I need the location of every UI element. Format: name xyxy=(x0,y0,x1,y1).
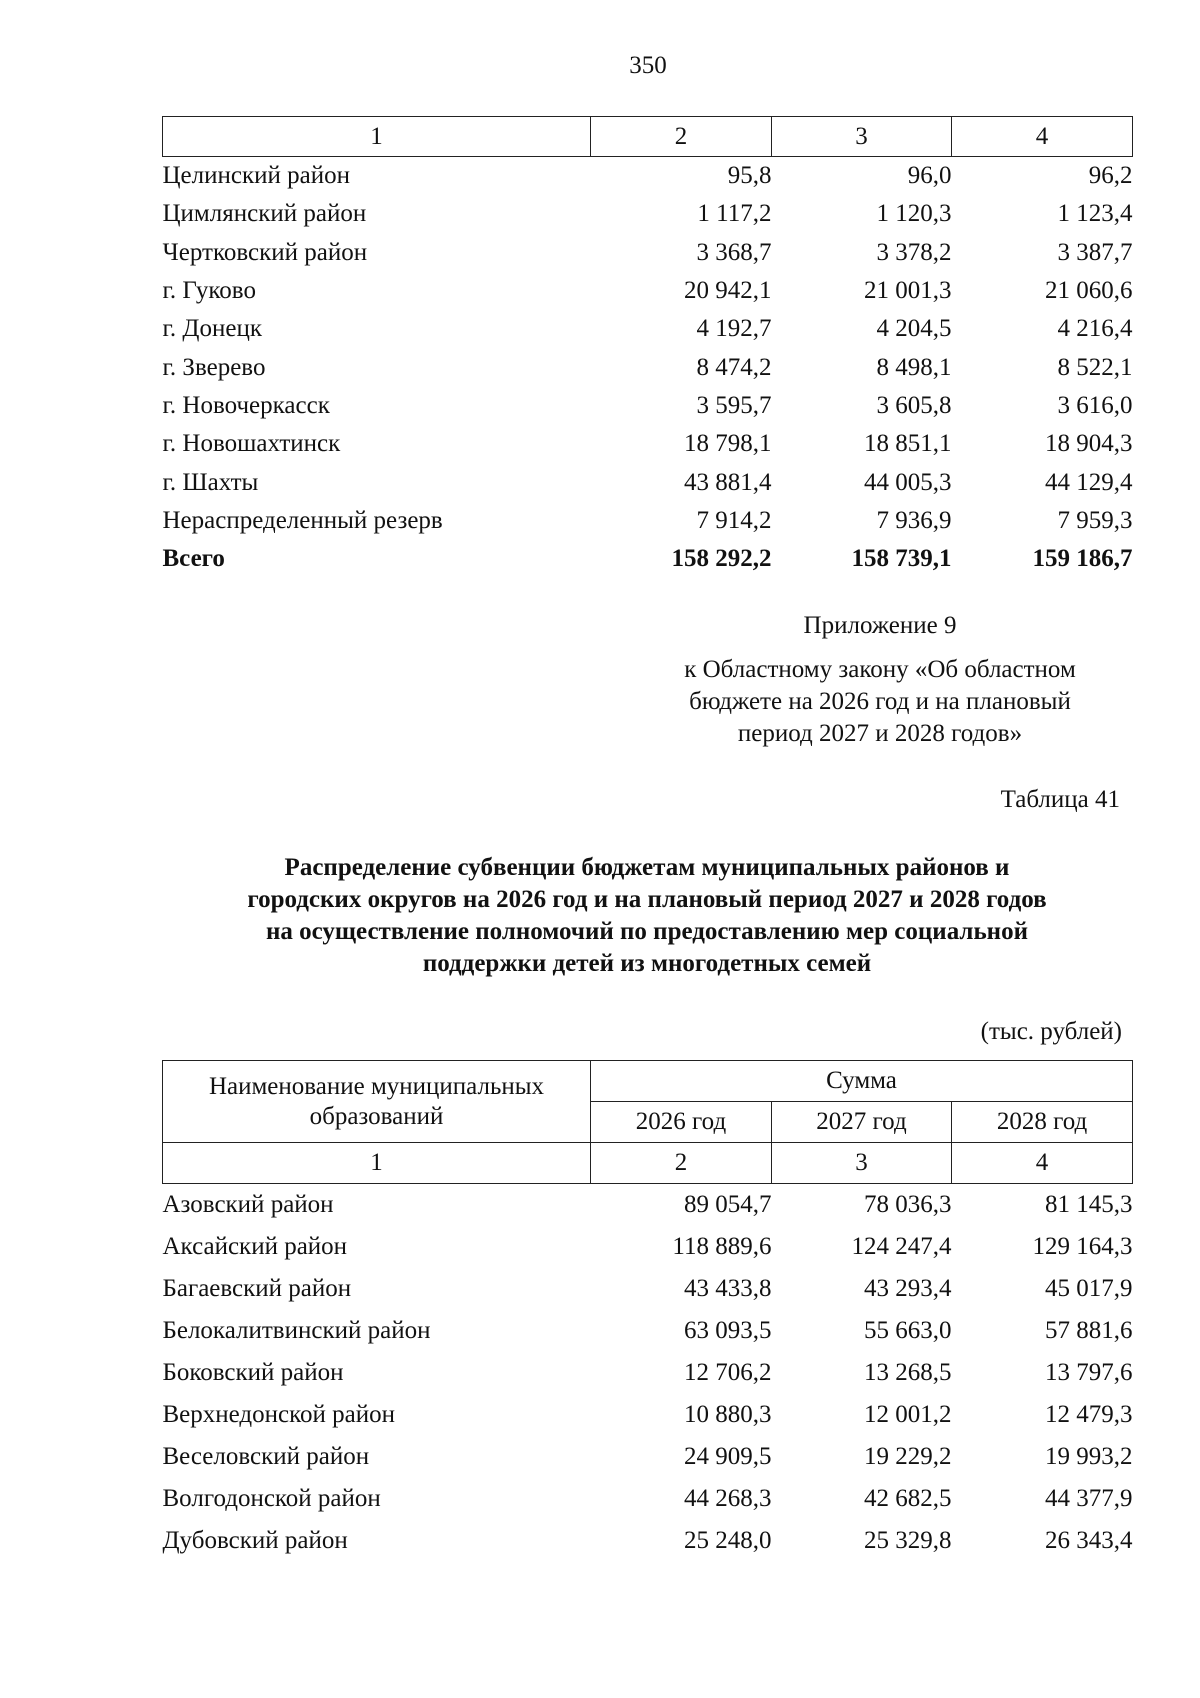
value-2027: 1 120,3 xyxy=(876,200,952,228)
table-header-row xyxy=(163,1061,1133,1102)
total-2026: 158 292,2 xyxy=(671,545,772,573)
value-2028: 129 164,3 xyxy=(1032,1233,1133,1260)
municipality-name: г. Донецк xyxy=(162,315,262,343)
value-2027: 21 001,3 xyxy=(864,277,952,305)
value-2026: 44 268,3 xyxy=(684,1485,772,1512)
value-2026: 63 093,5 xyxy=(684,1317,772,1344)
value-2028: 44 129,4 xyxy=(1045,468,1133,496)
municipality-name: г. Шахты xyxy=(162,468,259,496)
municipality-name: Боковский район xyxy=(162,1359,344,1386)
value-2026: 1 117,2 xyxy=(697,200,772,228)
table-row xyxy=(163,425,1133,463)
table-header-row xyxy=(163,117,1133,157)
table-row xyxy=(163,1394,1133,1436)
value-2027: 42 682,5 xyxy=(864,1485,952,1512)
value-2027: 4 204,5 xyxy=(876,315,952,343)
value-2028: 4 216,4 xyxy=(1057,315,1133,343)
table-row xyxy=(163,1184,1133,1227)
table-row xyxy=(163,1226,1133,1268)
value-2026: 25 248,0 xyxy=(684,1527,772,1554)
table-row xyxy=(163,1352,1133,1394)
value-2026: 43 881,4 xyxy=(684,468,772,496)
appendix-note xyxy=(620,610,1140,750)
municipality-name: г. Гуково xyxy=(162,277,256,305)
municipality-name: Веселовский район xyxy=(162,1443,370,1470)
appendix-line: к Областному закону «Об областном xyxy=(684,656,1076,683)
column-number: 2 xyxy=(591,1143,772,1184)
table-row xyxy=(163,195,1133,233)
appendix-line: бюджете на 2026 год и на плановый xyxy=(689,688,1071,715)
year-header: 2027 год xyxy=(772,1102,952,1143)
value-2028: 19 993,2 xyxy=(1045,1443,1133,1470)
value-2026: 3 368,7 xyxy=(696,238,772,266)
column-number: 1 xyxy=(163,117,591,157)
municipality-name: Азовский район xyxy=(162,1191,334,1218)
title-line: поддержки детей из многодетных семей xyxy=(422,950,872,977)
organization-column-header xyxy=(163,1061,591,1143)
value-2027: 13 268,5 xyxy=(864,1359,952,1386)
value-2028: 26 343,4 xyxy=(1045,1527,1133,1554)
value-2026: 118 889,6 xyxy=(672,1233,772,1260)
page-number: 350 xyxy=(629,52,667,79)
value-2026: 3 595,7 xyxy=(696,391,772,419)
municipality-name: Дубовский район xyxy=(162,1527,348,1554)
table-row xyxy=(163,1268,1133,1310)
municipality-name: Белокалитвинский район xyxy=(162,1317,431,1344)
value-2028: 96,2 xyxy=(1088,162,1133,190)
value-2027: 55 663,0 xyxy=(864,1317,952,1344)
table-number: Таблица 41 xyxy=(1000,786,1120,813)
table-row xyxy=(163,387,1133,425)
value-2027: 3 378,2 xyxy=(876,238,952,266)
value-2028: 7 959,3 xyxy=(1057,506,1133,534)
value-2028: 45 017,9 xyxy=(1045,1275,1133,1302)
municipality-name: Волгодонской район xyxy=(162,1485,381,1512)
column-number: 1 xyxy=(163,1143,591,1184)
continued-table xyxy=(162,116,1133,578)
table-row xyxy=(163,463,1133,501)
value-2028: 1 123,4 xyxy=(1057,200,1133,228)
column-number: 4 xyxy=(952,1143,1133,1184)
document-title xyxy=(162,852,1132,980)
value-2027: 19 229,2 xyxy=(864,1443,952,1470)
units-label: (тыс. рублей) xyxy=(980,1018,1122,1045)
value-2026: 20 942,1 xyxy=(684,277,772,305)
value-2027: 8 498,1 xyxy=(876,353,952,381)
column-number: 3 xyxy=(772,1143,952,1184)
value-2026: 95,8 xyxy=(727,162,772,190)
value-2026: 89 054,7 xyxy=(684,1191,772,1218)
value-2027: 78 036,3 xyxy=(864,1191,952,1218)
value-2027: 3 605,8 xyxy=(876,391,952,419)
table-row xyxy=(163,1310,1133,1352)
municipality-name: г. Новошахтинск xyxy=(162,430,341,458)
municipality-name: Цимлянский район xyxy=(162,200,367,228)
column-number: 3 xyxy=(772,117,952,157)
value-2026: 24 909,5 xyxy=(684,1443,772,1470)
year-header: 2028 год xyxy=(952,1102,1133,1143)
value-2027: 7 936,9 xyxy=(876,506,952,534)
value-2028: 13 797,6 xyxy=(1045,1359,1133,1386)
value-2026: 18 798,1 xyxy=(684,430,772,458)
value-2026: 43 433,8 xyxy=(684,1275,772,1302)
header-line: Наименование муниципальных xyxy=(208,1072,545,1100)
title-line: Распределение субвенции бюджетам муниципальных районов и xyxy=(284,854,1010,881)
table-row xyxy=(163,234,1133,272)
column-number: 2 xyxy=(591,117,772,157)
header-line: образований xyxy=(309,1102,444,1130)
value-2028: 57 881,6 xyxy=(1045,1317,1133,1344)
appendix-label: Приложение 9 xyxy=(803,612,957,639)
column-number-row xyxy=(163,1143,1133,1184)
continued-table-body xyxy=(163,157,1133,540)
municipality-name: Верхнедонской район xyxy=(162,1401,395,1428)
value-2028: 44 377,9 xyxy=(1045,1485,1133,1512)
value-2028: 3 387,7 xyxy=(1057,238,1133,266)
value-2027: 124 247,4 xyxy=(851,1233,952,1260)
value-2028: 8 522,1 xyxy=(1057,353,1133,381)
table-row xyxy=(163,1436,1133,1478)
value-2027: 44 005,3 xyxy=(864,468,952,496)
municipality-name: Целинский район xyxy=(162,162,350,190)
total-2028: 159 186,7 xyxy=(1032,545,1133,573)
value-2026: 7 914,2 xyxy=(696,506,772,534)
table-row xyxy=(163,310,1133,348)
value-2026: 8 474,2 xyxy=(696,353,772,381)
value-2027: 43 293,4 xyxy=(864,1275,952,1302)
distribution-table-body xyxy=(163,1184,1133,1563)
value-2028: 3 616,0 xyxy=(1057,391,1133,419)
year-header: 2026 год xyxy=(591,1102,772,1143)
value-2027: 96,0 xyxy=(907,162,952,190)
value-2028: 81 145,3 xyxy=(1045,1191,1133,1218)
value-2028: 12 479,3 xyxy=(1045,1401,1133,1428)
table-row xyxy=(163,272,1133,310)
table-row xyxy=(163,1478,1133,1520)
total-label: Всего xyxy=(162,545,225,573)
municipality-name: Чертковский район xyxy=(162,238,368,266)
total-2027: 158 739,1 xyxy=(851,545,952,573)
value-2027: 25 329,8 xyxy=(864,1527,952,1554)
value-2026: 12 706,2 xyxy=(684,1359,772,1386)
table-row xyxy=(163,502,1133,540)
column-number: 4 xyxy=(952,117,1133,157)
sum-column-header: Сумма xyxy=(591,1061,1133,1102)
appendix-line: период 2027 и 2028 годов» xyxy=(737,720,1023,747)
value-2028: 18 904,3 xyxy=(1045,430,1133,458)
table-row xyxy=(163,157,1133,196)
title-line: городских округов на 2026 год и на плановый период 2027 и 2028 годов xyxy=(247,886,1047,913)
table-row xyxy=(163,1520,1133,1562)
total-row xyxy=(163,540,1133,578)
municipality-name: Аксайский район xyxy=(162,1233,348,1260)
value-2026: 10 880,3 xyxy=(684,1401,772,1428)
value-2027: 12 001,2 xyxy=(864,1401,952,1428)
distribution-table xyxy=(162,1060,1133,1562)
municipality-name: г. Новочеркасск xyxy=(162,391,330,419)
municipality-name: г. Зверево xyxy=(162,353,266,381)
value-2028: 21 060,6 xyxy=(1045,277,1133,305)
value-2026: 4 192,7 xyxy=(696,315,772,343)
municipality-name: Нераспределенный резерв xyxy=(162,506,443,534)
municipality-name: Багаевский район xyxy=(162,1275,352,1302)
value-2027: 18 851,1 xyxy=(864,430,952,458)
table-row xyxy=(163,348,1133,386)
title-line: на осуществление полномочий по предоставлению мер социальной xyxy=(266,918,1028,945)
